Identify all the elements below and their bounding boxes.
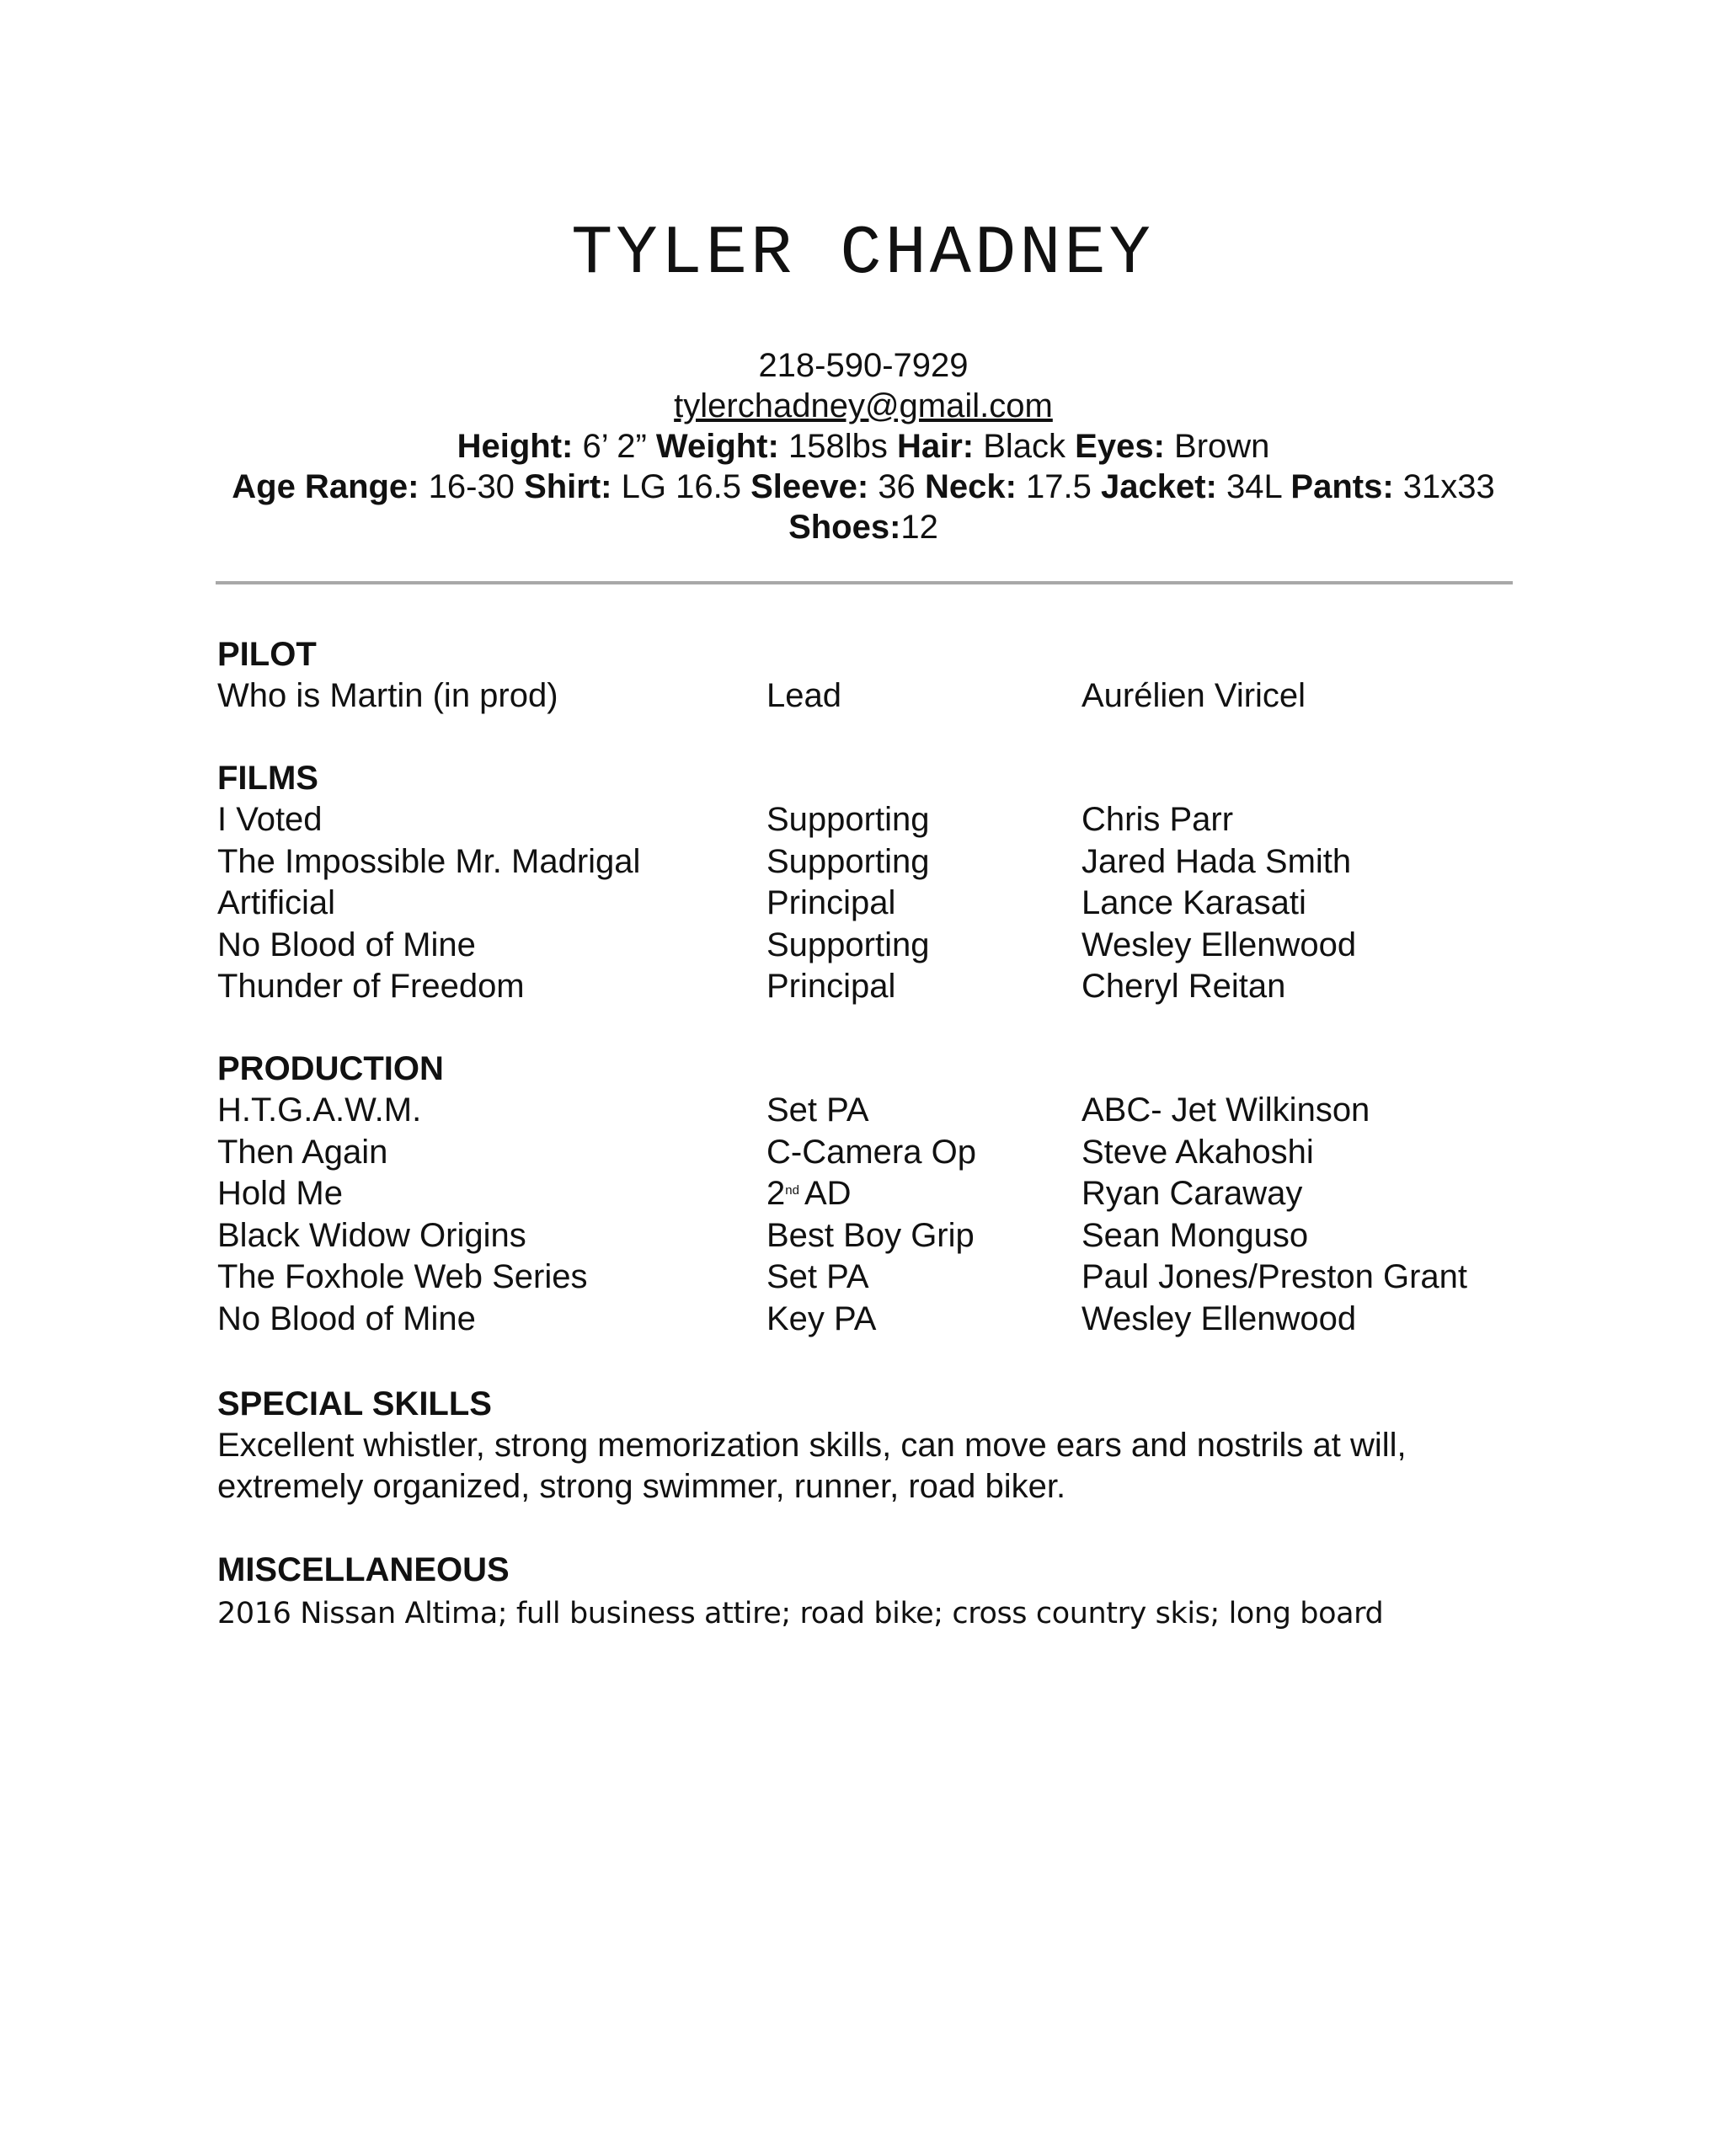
credit-role: Key PA [766,1299,877,1337]
credit-title: Black Widow Origins [217,1216,526,1254]
stats-line-2 [194,467,1533,547]
section-heading-pilot: PILOT [217,636,317,673]
credit-row [217,1215,1514,1257]
credit-title: H.T.G.A.W.M. [217,1091,422,1129]
credit-title: No Blood of Mine [217,1299,476,1337]
credit-row [217,1090,1514,1132]
hair-value: Black [983,428,1066,465]
credit-director: ABC- Jet Wilkinson [1081,1091,1370,1129]
weight-label: Weight: [655,428,779,465]
skills-section [217,1384,1514,1508]
credit-director: Ryan Caraway [1081,1175,1303,1212]
credit-title: Who is Martin (in prod) [217,677,558,714]
films-section [217,758,1514,1008]
credit-director: Wesley Ellenwood [1081,926,1357,963]
height-label: Height: [457,428,574,465]
section-heading-films: FILMS [217,760,318,797]
credit-row [217,925,1514,967]
credit-role: Supporting [766,801,930,838]
shirt-label: Shirt: [524,468,612,505]
pilot-section [217,634,1514,718]
phone-number: 218-590-7929 [758,347,969,384]
role-name: AD [804,1175,852,1212]
header-divider [216,581,1513,584]
hair-label: Hair: [896,428,975,465]
credit-role: Supporting [766,926,930,963]
credit-director: Steve Akahoshi [1081,1133,1314,1171]
credit-title: No Blood of Mine [217,926,476,963]
height-value: 6’ 2” [582,428,647,465]
neck-value: 17.5 [1026,468,1092,505]
credit-title: The Impossible Mr. Madrigal [217,842,641,880]
credit-title: Hold Me [217,1175,343,1212]
credit-director: Aurélien Viricel [1081,677,1306,714]
credit-role: Lead [766,677,841,714]
credit-title: Artificial [217,884,336,921]
email-link[interactable]: tylerchadney@gmail.com [674,387,1053,424]
jacket-label: Jacket: [1101,468,1217,505]
credit-role: Principal [766,968,896,1005]
credit-role: Principal [766,884,896,921]
shoes-label: Shoes: [788,509,901,546]
role-ordinal-suffix: nd [785,1183,799,1198]
credit-row [217,675,1514,718]
jacket-value: 34L [1226,468,1282,505]
credit-row [217,966,1514,1008]
age-range-label: Age Range: [232,468,419,505]
credit-row [217,1299,1514,1341]
credit-director: Cheryl Reitan [1081,968,1286,1005]
skills-text: Excellent whistler, strong memorization skills, can move ears and nostrils at will, extremely organized, strong swimmer, runner, road biker. [217,1427,1407,1505]
credit-title: Thunder of Freedom [217,968,525,1005]
section-heading-skills: SPECIAL SKILLS [217,1385,492,1422]
credit-row [217,799,1514,841]
age-range-value: 16-30 [428,468,515,505]
credit-director: Wesley Ellenwood [1081,1299,1357,1337]
credit-director: Chris Parr [1081,801,1234,838]
credit-role: Supporting [766,842,930,880]
credit-row [217,1257,1514,1299]
credit-role: Set PA [766,1091,869,1129]
eyes-label: Eyes: [1075,428,1165,465]
credit-row [217,883,1514,925]
production-section [217,1049,1514,1340]
neck-label: Neck: [924,468,1017,505]
shoes-value: 12 [900,509,938,546]
credit-title: Then Again [217,1133,388,1171]
sleeve-value: 36 [878,468,916,505]
misc-text: 2016 Nissan Altima; full business attire; road bike; cross country skis; long board [217,1597,1384,1630]
credit-director: Jared Hada Smith [1081,842,1352,880]
credit-title: The Foxhole Web Series [217,1258,588,1295]
section-heading-misc: MISCELLANEOUS [217,1551,510,1588]
shirt-value: LG 16.5 [621,468,741,505]
credit-role: C-Camera Op [766,1133,976,1171]
pants-value: 31x33 [1402,468,1495,505]
weight-value: 158lbs [788,428,888,465]
credit-title: I Voted [217,801,323,838]
sleeve-label: Sleeve: [750,468,869,505]
section-heading-production: PRODUCTION [217,1050,444,1087]
contact-block [194,345,1533,547]
credit-row [217,841,1514,883]
credit-director: Paul Jones/Preston Grant [1081,1258,1468,1295]
credit-director: Sean Monguso [1081,1216,1309,1254]
credit-role: Set PA [766,1258,869,1295]
role-ordinal-number: 2 [766,1175,786,1212]
credit-role: Best Boy Grip [766,1216,975,1254]
stats-line-1 [194,426,1533,467]
eyes-value: Brown [1174,428,1270,465]
credit-row [217,1132,1514,1174]
resume-name: TYLER CHADNEY [571,215,1154,293]
credit-row [217,1173,1514,1215]
pants-label: Pants: [1290,468,1394,505]
credit-director: Lance Karasati [1081,884,1306,921]
credit-role [766,1173,1081,1215]
misc-section [217,1550,1514,1636]
